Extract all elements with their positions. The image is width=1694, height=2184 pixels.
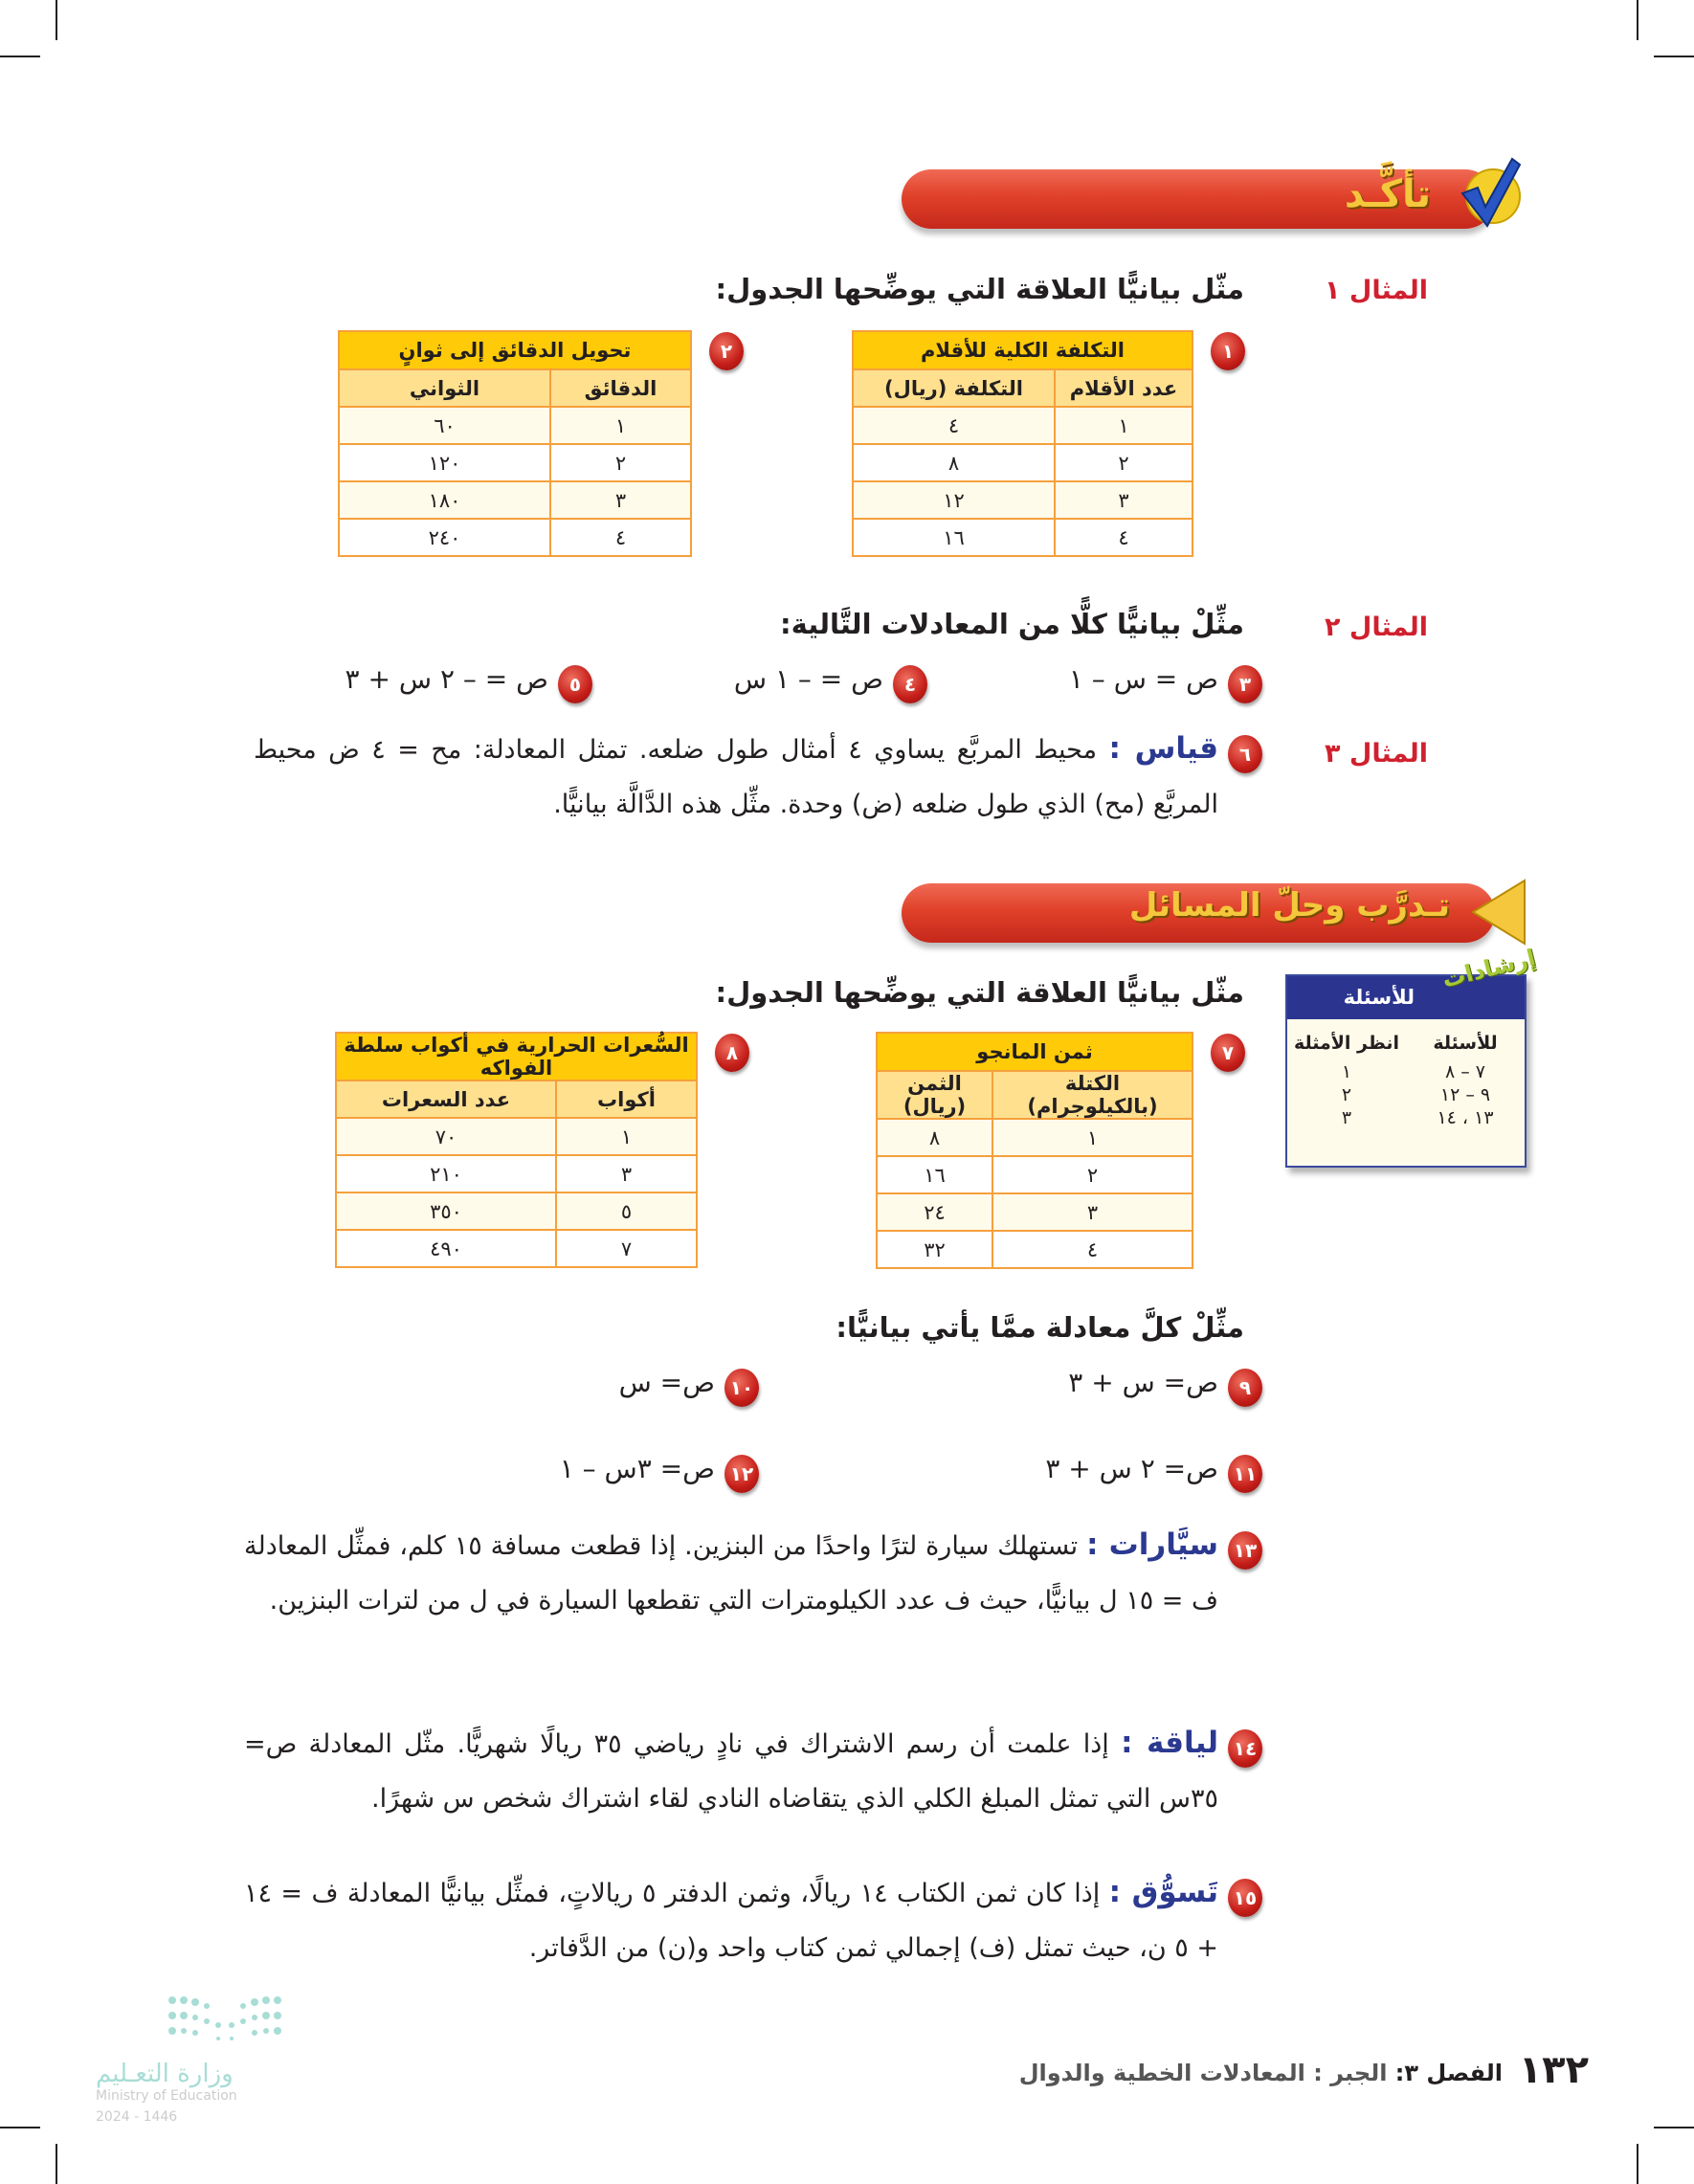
table-header-row	[853, 369, 1192, 407]
tips-badge: إرشادات	[1438, 944, 1538, 993]
table-column-header: أكواب	[556, 1081, 697, 1118]
table-row	[853, 407, 1192, 444]
crop-mark	[1654, 2127, 1694, 2128]
exercise-number-badge: ١	[1211, 332, 1245, 370]
word-problem	[244, 1518, 1218, 1628]
table-title-row	[853, 331, 1192, 369]
tips-cell: ٣	[1341, 1107, 1352, 1128]
arrow-icon	[1469, 879, 1527, 949]
tips-column-header: للأسئلة	[1433, 1033, 1498, 1054]
table-title-row	[877, 1033, 1192, 1071]
equation-text: ص = – ١ س	[733, 663, 883, 695]
chapter-label: الفصل ٣:	[1394, 2060, 1503, 2086]
table-cell: ٥	[556, 1192, 697, 1230]
ministry-logo	[96, 1989, 325, 2125]
table-row	[877, 1156, 1192, 1193]
example-2-instruction: مثِّلْ بيانيًّا كلًّا من المعادلات التَّالية:	[780, 608, 1244, 640]
table-header-row	[877, 1071, 1192, 1119]
exercise-number-badge: ١٠	[724, 1369, 759, 1407]
table-cell: ٢٤	[877, 1193, 992, 1231]
table-row	[336, 1192, 697, 1230]
word-problem	[244, 1716, 1218, 1826]
table-title-row	[336, 1033, 697, 1081]
table-cell: ٢١٠	[336, 1155, 556, 1192]
exercise-number-badge: ٣	[1228, 665, 1262, 703]
table-row	[336, 1118, 697, 1155]
example-2-label: المثال ٢	[1325, 613, 1428, 642]
example-1-instruction: مثّل بيانيًّا العلاقة التي يوضِّحها الجدول:	[715, 273, 1244, 305]
exercise-number-badge: ١٥	[1228, 1879, 1262, 1917]
table-title: تحويل الدقائق إلى ثوانٍ	[339, 331, 691, 369]
example-3-label: المثال ٣	[1325, 739, 1428, 769]
exercise-number-badge: ١١	[1228, 1455, 1262, 1493]
table-title: ثمن المانجو	[877, 1033, 1192, 1071]
equation-text: ص= س + ٣	[1068, 1367, 1218, 1398]
exercise-number-badge: ٥	[558, 665, 592, 703]
table-cell: ٤	[550, 519, 691, 556]
table-row	[336, 1230, 697, 1267]
practice-instruction-equations: مثِّلْ كلَّ معادلة ممَّا يأتي بيانيًّا:	[836, 1311, 1244, 1344]
data-table	[335, 1032, 698, 1268]
table-column-header: عدد الأقلام	[1055, 369, 1192, 407]
tips-box	[1285, 944, 1538, 1168]
table-cell: ٢	[992, 1156, 1192, 1193]
tips-title: للأسئلة	[1343, 986, 1415, 1009]
table-row	[853, 444, 1192, 481]
table-title: السُّعرات الحرارية في أكواب سلطة الفواكه	[336, 1033, 697, 1081]
table-row	[339, 444, 691, 481]
table-cell: ١٦	[877, 1156, 992, 1193]
crop-mark	[56, 2144, 57, 2184]
exercise-number-badge: ١٤	[1228, 1729, 1262, 1768]
table-row	[853, 519, 1192, 556]
exercise-number-badge: ٨	[715, 1034, 749, 1072]
practice-section-title: تـدرَّب وحلّ المسائل	[1128, 886, 1450, 925]
table-cell: ٣	[550, 481, 691, 519]
crop-mark	[1637, 2144, 1638, 2184]
table-cell: ١	[992, 1119, 1192, 1156]
table-row	[336, 1155, 697, 1192]
problem-text: إذا كان ثمن الكتاب ١٤ ريالًا، وثمن الدفتر ٥ ريالاتٍ، فمثِّل بيانيًّا المعادلة ف = ١٤ + ٥ ن، حيث تمثل (ف) إجمالي ثمن كتاب واحد و(ن) من الدَّفاتر.	[244, 1879, 1218, 1963]
crop-mark	[0, 56, 40, 57]
exercise-number-badge: ٦	[1228, 735, 1262, 773]
table-cell: ٦٠	[339, 407, 550, 444]
table-row	[877, 1193, 1192, 1231]
table-cell: ١٢٠	[339, 444, 550, 481]
data-table	[338, 330, 692, 557]
table-cell: ١	[556, 1118, 697, 1155]
table-column-header: التكلفة (ريال)	[853, 369, 1055, 407]
word-problem	[244, 1865, 1218, 1975]
tips-cell: ١	[1341, 1061, 1352, 1082]
table-row	[339, 519, 691, 556]
table-cell: ٤	[853, 407, 1055, 444]
table-cell: ٧٠	[336, 1118, 556, 1155]
table-cell: ٧	[556, 1230, 697, 1267]
table-cell: ٣	[556, 1155, 697, 1192]
tips-cell: ٧ – ٨	[1444, 1061, 1486, 1082]
crop-mark	[1637, 0, 1638, 40]
exercise-number-badge: ٩	[1228, 1369, 1262, 1407]
table-cell: ٤٩٠	[336, 1230, 556, 1267]
problem-text: محيط المربَّع يساوي ٤ أمثال طول ضلعه. تمثل المعادلة: مح = ٤ ض محيط المربَّع (مح) الذي طول ضلعه (ض) وحدة. مثِّل هذه الدَّالَّة بيانيًّا.	[254, 735, 1218, 819]
problem-keyword: تَسوُّق :	[1108, 1875, 1218, 1909]
table-cell: ٣٢	[877, 1231, 992, 1268]
page-number: ١٣٢	[1518, 2048, 1589, 2092]
tips-column-header: انظر الأمثلة	[1293, 1033, 1400, 1054]
table-cell: ٢	[550, 444, 691, 481]
equation-text: ص = – ٢ س + ٣	[345, 663, 548, 695]
equation-text: ص= ٢ س + ٣	[1045, 1453, 1218, 1484]
crop-mark	[1654, 56, 1694, 57]
tips-header	[1287, 944, 1538, 1019]
table-cell: ٨	[877, 1119, 992, 1156]
problem-text: تستهلك سيارة لترًا واحدًا من البنزين. إذا قطعت مسافة ١٥ كلم، فمثِّل المعادلة ف = ١٥ ل بيانيًّا، حيث ف عدد الكيلومترات التي تقطعها السيارة في ل من لترات البنزين.	[244, 1531, 1218, 1616]
problem-keyword: لياقة :	[1121, 1726, 1218, 1760]
tips-table	[1287, 1019, 1525, 1128]
tips-cell: ٩ – ١٢	[1439, 1084, 1491, 1105]
check-section-title: تأكَّـد	[1344, 172, 1431, 216]
data-table	[876, 1032, 1193, 1269]
table-cell: ١	[1055, 407, 1192, 444]
crop-mark	[0, 2127, 40, 2128]
example-1-label: المثال ١	[1325, 276, 1428, 305]
table-title: التكلفة الكلية للأقلام	[853, 331, 1192, 369]
table-row	[853, 481, 1192, 519]
equation-text: ص= س	[618, 1367, 715, 1398]
exercise-number-badge: ١٢	[724, 1455, 759, 1493]
table-column-header: الثواني	[339, 369, 550, 407]
table-cell: ٣	[1055, 481, 1192, 519]
checkmark-icon	[1457, 153, 1524, 230]
table-column-header: الدقائق	[550, 369, 691, 407]
problem-keyword: سيَّارات :	[1086, 1527, 1219, 1562]
table-column-header: الكتلة (بالكيلوجرام)	[992, 1071, 1192, 1119]
ministry-year: 2024 - 1446	[96, 2109, 178, 2125]
table-cell: ٤	[992, 1231, 1192, 1268]
exercise-number-badge: ١٣	[1228, 1531, 1262, 1570]
table-row	[877, 1119, 1192, 1156]
tips-cell: ٢	[1341, 1084, 1352, 1105]
chapter-name: الجبر : المعادلات الخطية والدوال	[1018, 2060, 1388, 2086]
table-cell: ١٦	[853, 519, 1055, 556]
table-row	[877, 1231, 1192, 1268]
data-table	[852, 330, 1193, 557]
table-column-header: الثمن (ريال)	[877, 1071, 992, 1119]
table-cell: ٤	[1055, 519, 1192, 556]
table-cell: ٣٥٠	[336, 1192, 556, 1230]
table-row	[339, 407, 691, 444]
table-row	[339, 481, 691, 519]
table-title-row	[339, 331, 691, 369]
table-header-row	[339, 369, 691, 407]
ministry-name-ar: وزارة التعـليم	[96, 2060, 234, 2088]
exercise-number-badge: ٤	[893, 665, 927, 703]
crop-mark	[56, 0, 57, 40]
practice-instruction-tables: مثّل بيانيًّا العلاقة التي يوضِّحها الجدول:	[715, 976, 1244, 1009]
table-cell: ١٨٠	[339, 481, 550, 519]
word-problem	[254, 722, 1218, 832]
equation-text: ص= ٣س – ١	[559, 1453, 715, 1484]
problem-keyword: قياس :	[1108, 731, 1218, 766]
chapter-title	[1019, 2060, 1503, 2086]
table-cell: ١	[550, 407, 691, 444]
table-cell: ٣	[992, 1193, 1192, 1231]
table-cell: ٢٤٠	[339, 519, 550, 556]
ministry-logo-dots-icon	[96, 1989, 316, 2046]
table-cell: ١٢	[853, 481, 1055, 519]
table-cell: ٢	[1055, 444, 1192, 481]
table-header-row	[336, 1081, 697, 1118]
exercise-number-badge: ٢	[709, 332, 744, 370]
ministry-name-en: Ministry of Education	[96, 2088, 237, 2104]
table-column-header: عدد السعرات	[336, 1081, 556, 1118]
tips-cell: ١٣ ، ١٤	[1437, 1107, 1494, 1128]
exercise-number-badge: ٧	[1211, 1034, 1245, 1072]
problem-text: إذا علمت أن رسم الاشتراك في نادٍ رياضي ٣٥ ريالًا شهريًّا. مثّل المعادلة ص= ٣٥س التي تمثل المبلغ الكلي الذي يتقاضاه النادي لقاء اشتراك شخص س شهرًا.	[244, 1729, 1218, 1814]
table-cell: ٨	[853, 444, 1055, 481]
equation-text: ص = س – ١	[1068, 663, 1218, 695]
